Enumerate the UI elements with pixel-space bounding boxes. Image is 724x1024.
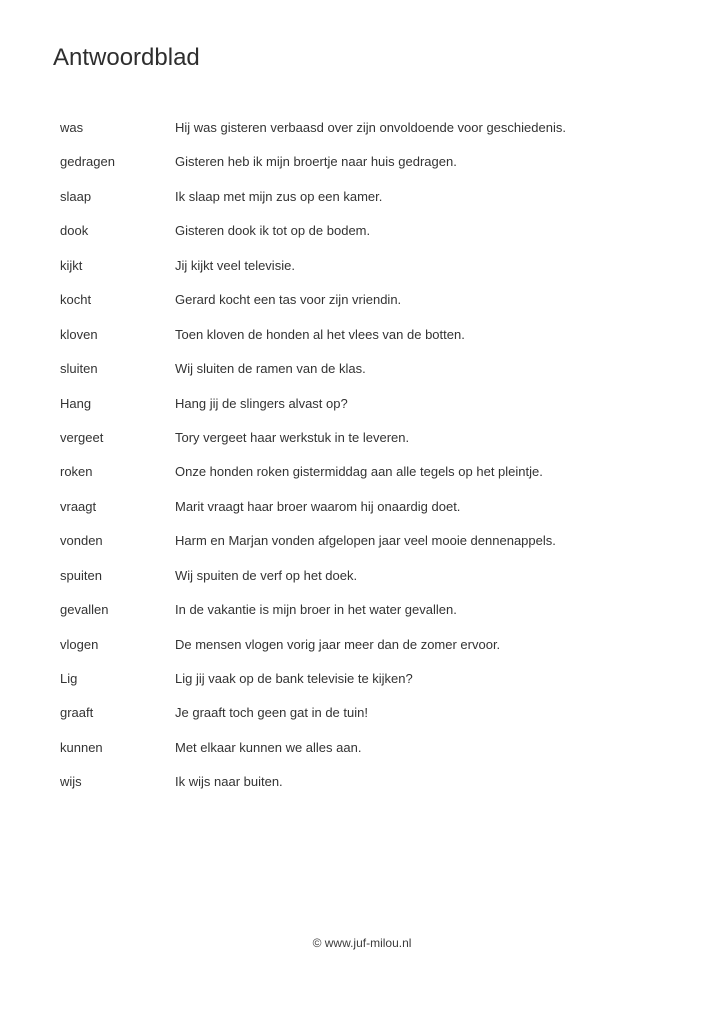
page-title: Antwoordblad — [53, 44, 200, 71]
list-item — [60, 258, 704, 292]
answer-word: kijkt — [60, 257, 83, 273]
answer-sentence: Onze honden roken gistermiddag aan alle tegels op het pleintje. — [175, 464, 543, 480]
answer-sentence: Wij spuiten de verf op het doek. — [175, 567, 358, 583]
answer-sentence: Je graaft toch geen gat in de tuin! — [175, 705, 368, 721]
answer-sentence: Wij sluiten de ramen van de klas. — [175, 361, 366, 377]
list-item — [60, 568, 704, 602]
list-item — [60, 154, 704, 188]
list-item — [60, 740, 704, 774]
list-item — [60, 292, 704, 326]
answer-word: gevallen — [60, 602, 109, 618]
answer-sentence: Tory vergeet haar werkstuk in te leveren. — [175, 429, 410, 445]
list-item — [60, 499, 704, 533]
footer-credit: © www.juf-milou.nl — [312, 936, 412, 950]
answer-sentence: De mensen vlogen vorig jaar meer dan de zomer ervoor. — [175, 636, 501, 652]
list-item — [60, 361, 704, 395]
list-item — [60, 602, 704, 636]
answer-word: vlogen — [60, 636, 99, 652]
list-item — [60, 533, 704, 567]
answer-word: kocht — [60, 292, 92, 308]
answer-sentence: Lig jij vaak op de bank televisie te kijken? — [175, 671, 413, 686]
answer-word: slaap — [60, 188, 92, 204]
answer-word: graaft — [60, 705, 94, 721]
list-item — [60, 637, 704, 671]
answer-word: wijs — [60, 774, 82, 790]
answer-word: dook — [60, 223, 89, 239]
answer-sentence: Hang jij de slingers alvast op? — [175, 395, 348, 411]
answer-word: kloven — [60, 326, 98, 342]
answer-sentence: Gerard kocht een tas voor zijn vriendin. — [175, 292, 402, 308]
answer-word: was — [60, 120, 84, 135]
list-item — [60, 464, 704, 498]
answer-word: kunnen — [60, 739, 103, 755]
answer-sentence: Marit vraagt haar broer waarom hij onaardig doet. — [175, 498, 461, 514]
answer-word: vonden — [60, 533, 103, 549]
answer-word: Lig — [60, 671, 78, 686]
answer-word: vergeet — [60, 429, 104, 445]
list-item — [60, 671, 704, 705]
answer-list — [60, 120, 704, 809]
answer-word: Hang — [60, 395, 92, 411]
answer-sentence: Jij kijkt veel televisie. — [175, 257, 295, 273]
list-item — [60, 430, 704, 464]
answer-sentence: Harm en Marjan vonden afgelopen jaar veel mooie dennenappels. — [175, 533, 556, 549]
answer-word: vraagt — [60, 498, 97, 514]
answer-word: spuiten — [60, 567, 102, 583]
answer-sentence: Toen kloven de honden al het vlees van de botten. — [175, 326, 465, 342]
answer-word: sluiten — [60, 361, 98, 377]
answer-sentence: Ik slaap met mijn zus op een kamer. — [175, 188, 383, 204]
answer-word: roken — [60, 464, 93, 480]
answer-sentence: In de vakantie is mijn broer in het water gevallen. — [175, 602, 457, 618]
answer-word: gedragen — [60, 154, 115, 170]
list-item — [60, 396, 704, 430]
answer-sentence: Met elkaar kunnen we alles aan. — [175, 739, 362, 755]
answer-sentence: Gisteren heb ik mijn broertje naar huis gedragen. — [175, 154, 457, 170]
list-item — [60, 189, 704, 223]
answer-sentence: Hij was gisteren verbaasd over zijn onvoldoende voor geschiedenis. — [175, 120, 566, 135]
list-item — [60, 120, 704, 154]
list-item — [60, 705, 704, 739]
list-item — [60, 223, 704, 257]
list-item — [60, 774, 704, 808]
list-item — [60, 327, 704, 361]
answer-sentence: Ik wijs naar buiten. — [175, 774, 283, 790]
answer-sentence: Gisteren dook ik tot op de bodem. — [175, 223, 371, 239]
